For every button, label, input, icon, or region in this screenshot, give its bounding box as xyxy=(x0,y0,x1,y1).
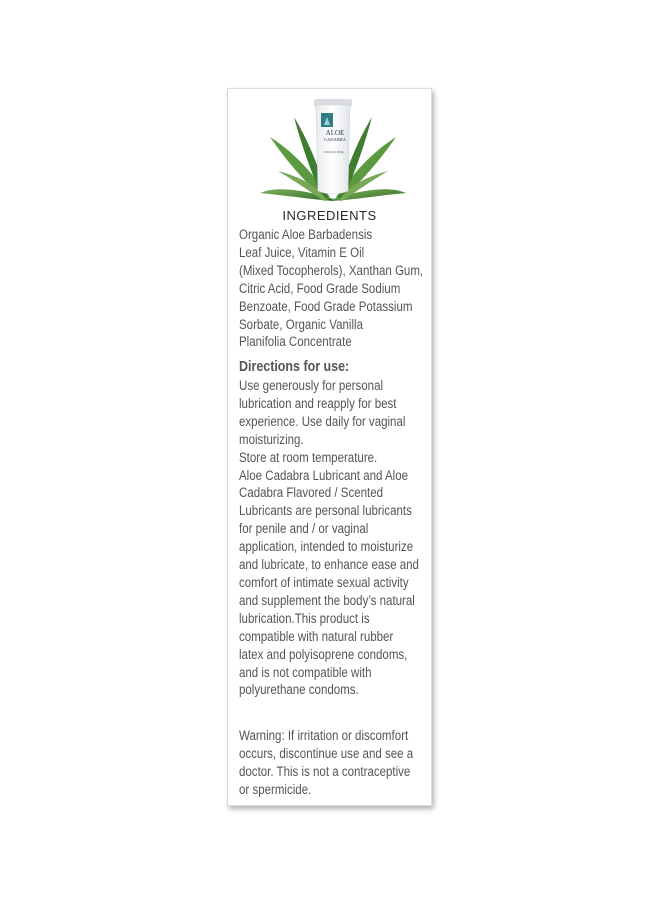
directions-line: application, intended to moisturize xyxy=(239,539,414,555)
warning-line: Warning: If irritation or discomfort xyxy=(239,728,409,743)
directions-line: Lubricants are personal lubricants xyxy=(239,503,412,519)
directions-line: Store at room temperature. xyxy=(239,449,378,465)
directions-title: Directions for use: xyxy=(239,359,350,375)
bottle-icon xyxy=(314,99,352,194)
product-image xyxy=(258,95,408,203)
ingredients-line: (Mixed Tocopherols), Xanthan Gum, xyxy=(239,262,424,278)
product-info-card xyxy=(227,88,432,806)
directions-line: Aloe Cadabra Lubricant and Aloe xyxy=(239,467,409,483)
bottle-label: ORGANIC BASE xyxy=(324,151,344,154)
ingredients-line: Benzoate, Food Grade Potassium xyxy=(239,298,413,314)
brand-line1: ALOE xyxy=(325,129,345,137)
directions-line: latex and polyisoprene condoms, xyxy=(239,646,408,662)
directions-line: for penile and / or vaginal xyxy=(239,521,369,537)
directions-line: experience. Use daily for vaginal xyxy=(239,413,406,429)
directions-line: Cadabra Flavored / Scented xyxy=(239,485,384,501)
ingredients-line: Planifolia Concentrate xyxy=(239,334,352,350)
directions-text xyxy=(239,377,419,699)
warning-line: doctor. This is not a contraceptive xyxy=(239,763,411,779)
directions-line: moisturizing. xyxy=(239,431,304,447)
warning-line: or spermicide. xyxy=(239,781,312,797)
directions-line: comfort of intimate sexual activity xyxy=(239,574,409,590)
ingredients-line: Citric Acid, Food Grade Sodium xyxy=(239,280,401,296)
brand-line2: CADABRA xyxy=(323,137,347,142)
warning-line: occurs, discontinue use and see a xyxy=(239,745,414,761)
directions-line: Use generously for personal xyxy=(239,378,384,393)
ingredients-heading: INGREDIENTS xyxy=(282,208,377,223)
directions-line: polyurethane condoms. xyxy=(239,682,359,698)
directions-line: and is not compatible with xyxy=(239,664,372,680)
directions-line: lubrication.This product is xyxy=(239,610,370,626)
ingredients-list xyxy=(239,226,424,351)
ingredients-line: Organic Aloe Barbadensis xyxy=(239,227,373,242)
warning-text xyxy=(239,727,414,799)
directions-line: and lubricate, to enhance ease and xyxy=(239,557,419,573)
directions-line: lubrication and reapply for best xyxy=(239,395,397,411)
directions-line: and supplement the body’s natural xyxy=(239,592,415,608)
directions-line: compatible with natural rubber xyxy=(239,628,394,644)
ingredients-line: Sorbate, Organic Vanilla xyxy=(239,316,363,332)
ingredients-line: Leaf Juice, Vitamin E Oil xyxy=(239,244,365,260)
